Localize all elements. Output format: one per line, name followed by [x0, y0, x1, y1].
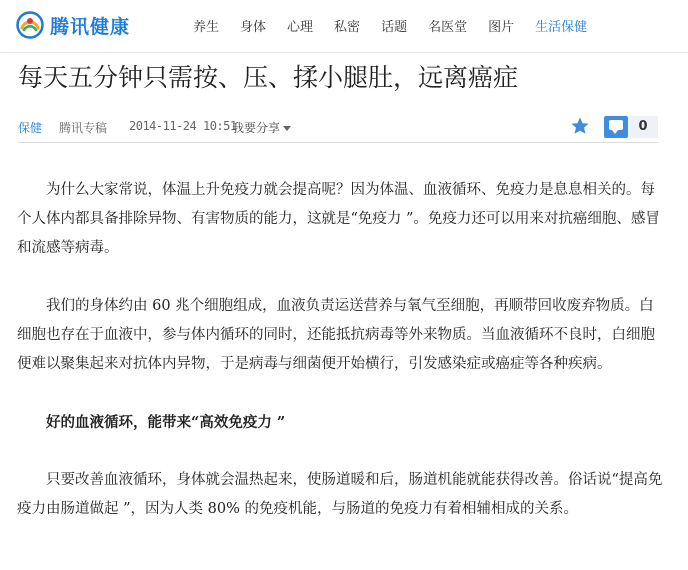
- nav-item-simi[interactable]: 私密: [334, 20, 361, 35]
- comment-icon: [609, 120, 623, 130]
- article-source: 腾讯专稿: [59, 121, 108, 135]
- article-title: 每天五分钟只需按、压、揉小腿肚，远离癌症: [18, 63, 519, 92]
- nav-item-shenti[interactable]: 身体: [240, 20, 267, 35]
- nav-item-yangsheng[interactable]: 养生: [193, 20, 220, 35]
- main-nav: [193, 16, 608, 35]
- paragraph: 为什么大家常说，体温上升免疫力就会提高呢？因为体温、血液循环、免疫力是息息相关的。每个人体内都具备排除异物、有害物质的能力，这就是“免疫力 ”。免疫力还可以用来对抗癌细胞、感冒和流感等病毒。: [17, 182, 660, 256]
- site-header: [0, 0, 688, 53]
- category-link[interactable]: 保健: [18, 121, 43, 135]
- article-meta: [18, 112, 658, 143]
- publish-time: 2014-11-24 10:51: [129, 119, 237, 133]
- comment-count[interactable]: 0: [628, 116, 658, 138]
- article-body: [17, 176, 667, 553]
- nav-item-mingyitang[interactable]: 名医堂: [428, 20, 468, 35]
- tencent-logo-icon: [16, 11, 44, 39]
- site-logo[interactable]: [16, 10, 130, 40]
- paragraph: 我们的身体约由 60 兆个细胞组成，血液负责运送营养与氧气至细胞，再顺带回收废弃物质。白细胞也存在于血液中，参与体内循环的同时，还能抵抗病毒等外来物质。当血液循环不良时，白细胞便难以聚集起来对抗体内异物，于是病毒与细菌便开始横行，引发感染症或癌症等各种疾病。: [17, 298, 655, 372]
- comment-button[interactable]: [604, 116, 628, 138]
- nav-item-shenghuobaojian[interactable]: 生活保健: [535, 20, 588, 35]
- share-label: 我要分享: [232, 121, 281, 135]
- nav-item-xinli[interactable]: 心理: [287, 20, 314, 35]
- star-icon[interactable]: [570, 116, 590, 136]
- nav-item-huati[interactable]: 话题: [381, 20, 408, 35]
- paragraph: 只要改善血液循环，身体就会温热起来，使肠道暖和后，肠道机能就能获得改善。俗话说“提高免疫力由肠道做起 ”，因为人类 80% 的免疫机能，与肠道的免疫力有着相辅相成的关系。: [17, 472, 663, 517]
- logo-text: 腾讯健康: [50, 15, 131, 38]
- section-heading: 好的血液循环，能带来“高效免疫力 ”: [46, 414, 286, 431]
- chevron-down-icon: [283, 126, 291, 131]
- nav-item-tupian[interactable]: 图片: [488, 20, 515, 35]
- share-dropdown[interactable]: [232, 119, 291, 136]
